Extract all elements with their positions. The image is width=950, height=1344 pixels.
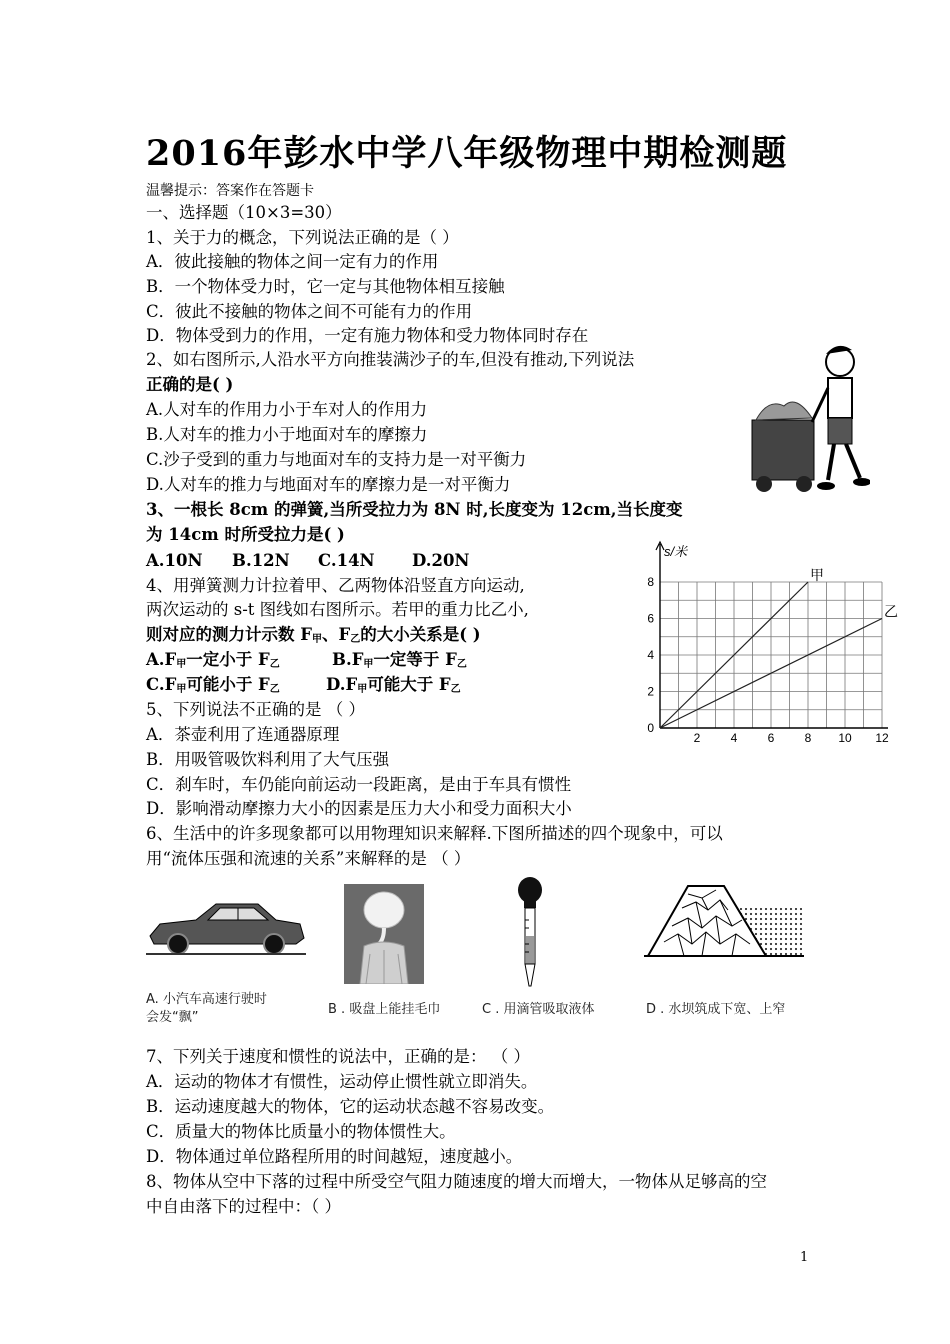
- q1-option-c: C．彼此不接触的物体之间不可能有力的作用: [146, 302, 473, 321]
- q5-option-a: A．茶壶利用了连通器原理: [146, 725, 340, 744]
- x-tick-label: 4: [730, 731, 738, 745]
- q7-option-d: D．物体通过单位路程所用的时间越短，速度越小。: [146, 1147, 523, 1166]
- q5-option-d: D．影响滑动摩擦力大小的因素是压力大小和受力面积大小: [146, 799, 572, 818]
- q6-caption-a-line2: 会发“飘”: [146, 1010, 199, 1025]
- dropper-image: [510, 876, 550, 988]
- y-tick-label: 0: [647, 721, 654, 735]
- q2-option-d: D.人对车的推力与地面对车的摩擦力是一对平衡力: [146, 475, 511, 494]
- q7-stem: 7、下列关于速度和惯性的说法中，正确的是： （ ）: [146, 1047, 530, 1066]
- x-tick-label: 8: [804, 731, 812, 745]
- q6-caption-d: D . 水坝筑成下宽、上窄: [646, 1002, 786, 1017]
- q6-stem-line1: 6、生活中的许多现象都可以用物理知识来解释.下图所描述的四个现象中，可以: [146, 824, 723, 843]
- q3-option-a: A.10N: [146, 551, 203, 570]
- q1-option-a: A．彼此接触的物体之间一定有力的作用: [146, 252, 439, 271]
- suction-cup-image: [344, 884, 424, 984]
- q2-option-b: B.人对车的推力小于地面对车的摩擦力: [146, 425, 428, 444]
- q2-option-a: A.人对车的作用力小于车对人的作用力: [146, 400, 428, 419]
- q6-caption-c: C . 用滴管吸取液体: [482, 1002, 595, 1017]
- q4-stem-line3: 则对应的测力计示数 $F_甲$、$F_乙$的大小关系是( ): [146, 625, 481, 645]
- q3-stem-line2: 为 14cm 时所受拉力是( ): [146, 525, 345, 544]
- boy-pushing-cart-image: [748, 340, 870, 494]
- series-label-yi: 乙: [884, 604, 898, 621]
- q3-option-b: B.12N: [232, 551, 290, 570]
- x-tick-label: 10: [838, 731, 852, 745]
- q8-stem-line2: 中自由落下的过程中：（ ）: [146, 1197, 341, 1216]
- q3-option-c: C.14N: [318, 551, 375, 570]
- section-heading: 一、选择题（10×3=30）: [146, 203, 342, 222]
- q4-option-b: $B.F_甲$一定等于 $F_乙$: [332, 650, 467, 670]
- q3-stem-line1: 3、一根长 8cm 的弹簧,当所受拉力为 8N 时,长度变为 12cm,当长度变: [146, 500, 683, 519]
- q6-caption-b: B . 吸盘上能挂毛巾: [328, 1002, 441, 1017]
- q7-option-a: A．运动的物体才有惯性，运动停止惯性就立即消失。: [146, 1072, 538, 1091]
- q5-option-c: C．刹车时，车仍能向前运动一段距离，是由于车具有惯性: [146, 775, 572, 794]
- page-number: 1: [800, 1250, 809, 1265]
- q1-option-b: B．一个物体受力时，它一定与其他物体相互接触: [146, 277, 505, 296]
- x-tick-label: 2: [693, 731, 701, 745]
- q4-stem-line2: 两次运动的 s-t 图线如右图所示。若甲的重力比乙小,: [146, 600, 529, 619]
- q6-stem-line2: 用“流体压强和流速的关系”来解释的是 （ ）: [146, 849, 471, 868]
- q2-stem-line2: 正确的是( ): [146, 375, 234, 394]
- q8-stem-line1: 8、物体从空中下落的过程中所受空气阻力随速度的增大而增大，一物体从足够高的空: [146, 1172, 767, 1191]
- q1-option-d: D．物体受到力的作用，一定有施力物体和受力物体同时存在: [146, 326, 589, 345]
- series-label-jia: 甲: [810, 568, 824, 584]
- q1-stem: 1、关于力的概念，下列说法正确的是（ ）: [146, 228, 459, 247]
- q4-option-d: $D.F_甲$可能大于 $F_乙$: [326, 675, 461, 695]
- y-axis-label: s/米: [664, 544, 688, 559]
- y-tick-label: 2: [647, 684, 654, 699]
- page-title: 2016年彭水中学八年级物理中期检测题: [146, 133, 788, 174]
- tip-text: 温馨提示：答案作在答题卡: [146, 183, 314, 199]
- st-chart: [640, 540, 900, 745]
- q2-stem-line1: 2、如右图所示,人沿水平方向推装满沙子的车,但没有推动,下列说法: [146, 350, 635, 369]
- dam-image: [644, 882, 804, 960]
- q3-option-d: D.20N: [412, 551, 470, 570]
- car-image: [146, 896, 306, 958]
- q4-option-a: $A.F_甲$一定小于 $F_乙$: [146, 650, 280, 670]
- y-tick-label: 4: [647, 648, 654, 662]
- q4-option-c: $C.F_甲$可能小于 $F_乙$: [146, 675, 280, 695]
- q6-caption-a-line1: A. 小汽车高速行驶时: [146, 992, 267, 1007]
- q2-option-c: C.沙子受到的重力与地面对车的支持力是一对平衡力: [146, 450, 527, 469]
- q4-stem-line1: 4、用弹簧测力计拉着甲、乙两物体沿竖直方向运动,: [146, 576, 525, 595]
- q7-option-c: C．质量大的物体比质量小的物体惯性大。: [146, 1122, 456, 1141]
- q5-option-b: B．用吸管吸饮料利用了大气压强: [146, 750, 390, 769]
- y-tick-label: 6: [647, 611, 654, 626]
- q5-stem: 5、下列说法不正确的是 （ ）: [146, 700, 365, 719]
- x-tick-label: 12: [875, 731, 889, 745]
- x-tick-label: 6: [767, 731, 775, 745]
- y-tick-label: 8: [647, 575, 654, 589]
- q7-option-b: B．运动速度越大的物体，它的运动状态越不容易改变。: [146, 1097, 555, 1116]
